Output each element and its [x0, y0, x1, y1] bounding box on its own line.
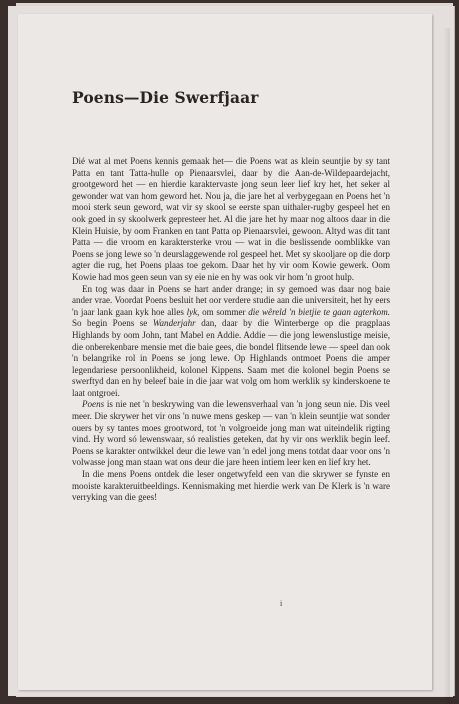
paragraph	[72, 284, 390, 400]
italic-text: die wêreld 'n bietjie te gaan agterkom.	[248, 306, 390, 317]
text-run: dan, daar by die Winterberge op die pragplaas Highlands by oom John, tant Mabel en Addie. Addie — die jong lewenslustige meisie, die onberekenbare mensie met die baie gees, die bondel flitsende lewe — speel dan ook 'n belangrike rol in Poens se jong lewe. Op Highlands ontmoet Poens die amper legendariese persoonlikheid, kolonel Kippens. Saam met die kolonel begin Poens se swerftyd dan en hy beleef baie in die jaar wat volg om hom werklik sy kinderskoene te laat ontgroei.	[72, 318, 390, 398]
italic-text: Poens	[82, 399, 105, 410]
paragraph	[72, 399, 390, 469]
text-run: Dié wat al met Poens kennis gemaak het— die Poens wat as klein seuntjie by sy tant Patta en tant Tatta-hulle op Pienaarsvlei, daar by die Aan-de-Wildepaardejacht, grootgeword het — en hierdie karaktervaste jong seun leer lief kry het, het seker al gewonder wat van hom geword het. Nou ja, die jare het al verbygegaan en Poens het 'n mooi sterk seun geword, wat vir sy skool se eerste span uithaler-rugby gespeel het en ook goed in sy skoolwerk gepresteer het. Al die jare het hy maar nog altoos daar in die Klein Huisie, by oom Franken en tant Patta op Pienaarsvlei, gewoon. Altyd was dit tant Patta — die vroom en karaktersterke vrou — wat in die beslissende oomblikke van Poens se jong lewe so 'n deurslaggewende rol gespeel het. Met sy skooljare op die dorp agter die rug, het Poens plaas toe gekom. Daar het hy vir oom Kowie gewerk. Oom Kowie had mos geen seun van sy eie nie en hy was ook vir hom 'n groot hulp.	[72, 156, 390, 282]
page-title: Poens—Die Swerfjaar	[72, 88, 259, 107]
paragraph	[72, 469, 390, 504]
text-run: En tog was daar in Poens se hart ander drange; in sy gemoed was daar nog baie ander vrae. Voordat Poens besluit het oor verdere studie aan die universiteit, het hy eers 'n jaar lank gaan kyk hoe alles	[72, 283, 390, 317]
text-run: In die mens Poens ontdek die leser ongetwyfeld een van die skrywer se fynste en mooiste karakteruitbeeldings. Kennismaking met hierdie werk van De Klerk is 'n ware verryking van die gees!	[72, 469, 390, 503]
text-run: is nie net 'n beskrywing van die lewensverhaal van 'n jong seun nie. Dis veel meer. Die skrywer het vir ons 'n nuwe mens geskep — van 'n klein seuntjie wat sonder ouers by sy tantes moes grootword, tot 'n volgroeide jong man wat uiteindelik rigting vind. Hy word só lewenswaar, só realisties geteken, dat hy vir ons werklik begin leef. Poens se karakter ontwikkel deur die lewe van 'n edel jong mens totdat daar voor ons 'n volwasse jong man staan wat ons deur die jare heen intiem leer ken en lief kry het.	[72, 399, 390, 468]
text-run: So begin Poens se	[72, 318, 153, 329]
italic-text: Wanderjahr	[152, 318, 196, 329]
page-folio-mark: i	[280, 599, 283, 608]
italic-text: lyk,	[186, 306, 200, 317]
text-run: om sommer	[199, 306, 249, 317]
page-edge-shadow	[443, 28, 450, 704]
body-text	[72, 156, 390, 504]
paragraph	[72, 156, 390, 284]
